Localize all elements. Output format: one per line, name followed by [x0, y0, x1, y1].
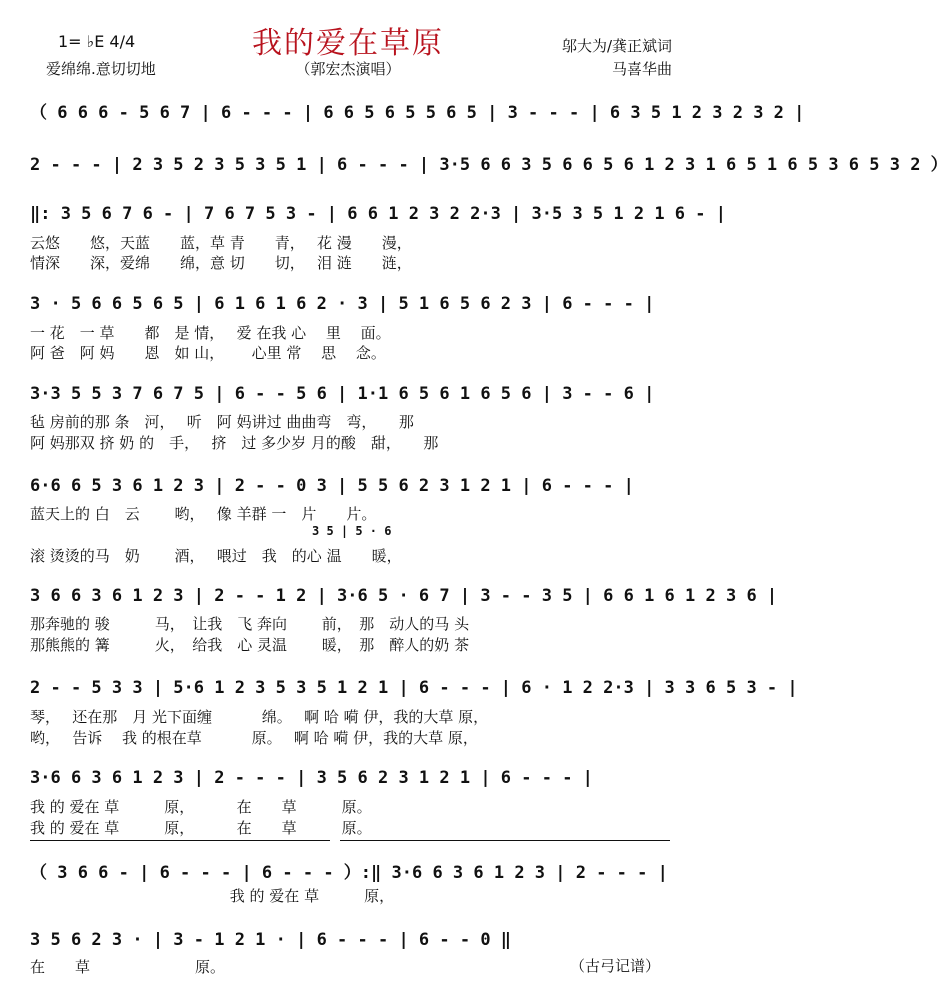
- tempo-marking: 爱绵绵.意切切地: [46, 60, 156, 78]
- composer-credit: 马喜华曲: [611, 60, 672, 78]
- lyric-line-1: 我 的 爱在 草 原， 在 草 原。: [30, 798, 372, 816]
- lyric-line-2: 情深 深，爱绵 绵，意 切 切， 泪 涟 涟，: [30, 254, 412, 272]
- notation-row: ‖: 3 5 6 7 6 - | 7 6 7 5 3 - | 6 6 1 2 3 2 2·3 | 3·5 3 5 1 2 1 6 - |: [30, 204, 726, 224]
- notation-row: 3 6 6 3 6 1 2 3 | 2 - - 1 2 | 3·6 5 · 6 7 | 3 - - 3 5 | 6 6 1 6 1 2 3 6 |: [30, 586, 778, 606]
- notation-row: 3 5 6 2 3 · | 3 - 1 2 1 · | 6 - - - | 6 - - 0 ‖: [30, 930, 512, 950]
- notation-row: （ 3 6 6 - | 6 - - - | 6 - - - ）:‖ 3·6 6 3 6 1 2 3 | 2 - - - |: [30, 863, 668, 883]
- lyric-line-2: 阿 妈那双 挤 奶 的 手， 挤 过 多少岁 月的酸 甜， 那: [30, 434, 439, 452]
- key-signature: 1= ♭E 4/4: [58, 32, 136, 51]
- singer-credit: （郭宏杰演唱）: [295, 60, 401, 78]
- lyric-line-2: 哟， 告诉 我 的根在草 原。 啊 哈 嗬 伊，我的大草 原，: [30, 729, 478, 747]
- transcriber-credit: （古弓记谱）: [569, 957, 660, 975]
- lyric-line-1: 那奔驰的 骏 马， 让我 飞 奔向 前， 那 动人的马 头: [30, 615, 470, 633]
- notation-row: 6·6 6 5 3 6 1 2 3 | 2 - - 0 3 | 5 5 6 2 3 1 2 1 | 6 - - - |: [30, 476, 634, 496]
- lyric-line-2: 滚 烫烫的马 奶 酒， 喂过 我 的心 温 暖，: [30, 547, 402, 565]
- lyric-line-1: 蓝天上的 白 云 哟， 像 羊群 一 片 片。: [30, 505, 377, 523]
- volta-bracket-1: [30, 840, 330, 841]
- lyric-line-2: 阿 爸 阿 妈 恩 如 山， 心里 常 思 念。: [30, 344, 386, 362]
- volta-bracket-2: [340, 840, 670, 841]
- lyric-line-1: 毡 房前的那 条 河， 听 阿 妈讲过 曲曲弯 弯， 那: [30, 413, 414, 431]
- lyric-line-1: 我 的 爱在 草 原，: [30, 887, 395, 905]
- notation-row: （ 6 6 6 - 5 6 7 | 6 - - - | 6 6 5 6 5 5 6 5 | 3 - - - | 6 3 5 1 2 3 2 3 2 |: [30, 103, 805, 123]
- alternate-notes: 3 5 | 5 · 6: [312, 524, 392, 538]
- notation-row: 3·6 6 3 6 1 2 3 | 2 - - - | 3 5 6 2 3 1 2 1 | 6 - - - |: [30, 768, 593, 788]
- lyric-line-1: 琴， 还在那 月 光下面缠 绵。 啊 哈 嗬 伊，我的大草 原，: [30, 708, 489, 726]
- notation-row: 3 · 5 6 6 5 6 5 | 6 1 6 1 6 2 · 3 | 5 1 6 5 6 2 3 | 6 - - - |: [30, 294, 655, 314]
- lyric-line-2: 我 的 爱在 草 原， 在 草 原。: [30, 819, 372, 837]
- lyric-line-1: 一 花 一 草 都 是 情， 爱 在我 心 里 面。: [30, 324, 391, 342]
- lyric-line-1: 在 草 原。: [30, 958, 226, 976]
- lyric-line-1: 云悠 悠，天蓝 蓝，草 青 青， 花 漫 漫，: [30, 234, 412, 252]
- lyricist-credit: 邬大为/龚正斌词: [561, 37, 672, 55]
- notation-row: 2 - - 5 3 3 | 5·6 1 2 3 5 3 5 1 2 1 | 6 - - - | 6 · 1 2 2·3 | 3 3 6 5 3 - |: [30, 678, 798, 698]
- notation-row: 2 - - - | 2 3 5 2 3 5 3 5 1 | 6 - - - | 3·5 6 6 3 5 6 6 5 6 1 2 3 1 6 5 1 6 5 3 6 5 3 2 ）: [30, 155, 948, 175]
- lyric-line-2: 那熊熊的 篝 火， 给我 心 灵温 暖， 那 醉人的奶 茶: [30, 636, 470, 654]
- song-title: 我的爱在草原: [252, 26, 444, 61]
- notation-row: 3·3 5 5 3 7 6 7 5 | 6 - - 5 6 | 1·1 6 5 6 1 6 5 6 | 3 - - 6 |: [30, 384, 655, 404]
